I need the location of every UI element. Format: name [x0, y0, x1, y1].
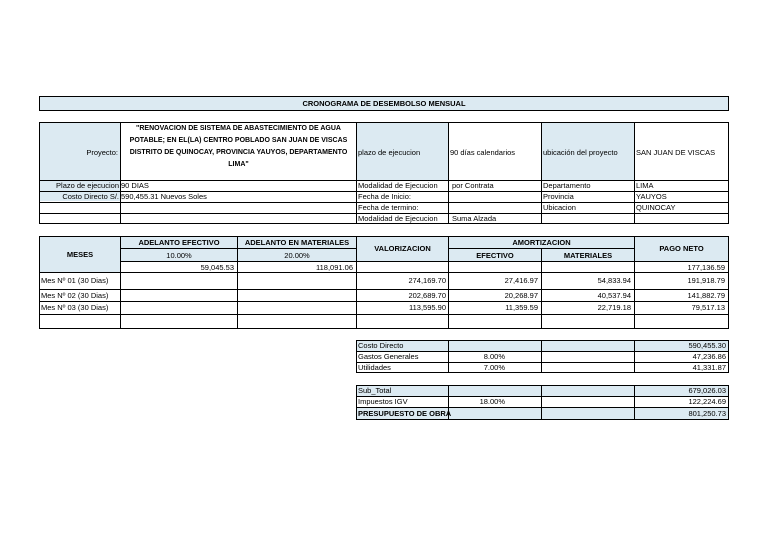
row-2-pago-neto: 141,882.79	[687, 291, 725, 300]
summary-gastos-value: 47,236.86	[692, 352, 726, 361]
summary-utilidades-pct: 7.00%	[483, 363, 505, 372]
fecha-termino-label: Fecha de termino:	[358, 203, 419, 212]
plazo-ejecucion-label: Plazo de ejecucion	[56, 181, 119, 190]
summary-utilidades-label: Utilidades	[358, 363, 391, 372]
summary-igv-pct: 18.00%	[479, 397, 505, 406]
adelanto-materiales-amount: 118,091.06	[316, 263, 353, 272]
project-name-line-4: LIMA"	[228, 161, 249, 168]
project-name-line-3: DISTRITO DE QUINOCAY, PROVINCIA YAUYOS, DEPARTAMENTO	[129, 149, 348, 156]
departamento-value: LIMA	[636, 181, 654, 190]
ubicacion2-label: Ubicacion	[543, 203, 576, 212]
project-name	[121, 123, 356, 171]
summary-subtotal-label: Sub_Total	[358, 386, 392, 395]
fecha-inicio-label: Fecha de Inicio:	[358, 192, 411, 201]
efectivo-header: EFECTIVO	[476, 251, 514, 260]
row-1-efectivo: 27,416.97	[504, 276, 538, 285]
project-name-line-2: POTABLE; EN EL(LA) CENTRO POBLADO SAN JUAN DE VISCAS	[129, 137, 348, 144]
provincia-value: YAUYOS	[636, 192, 667, 201]
summary-costo-directo-value: 590,455.30	[688, 341, 726, 350]
row-2-valorizacion: 202,689.70	[408, 291, 446, 300]
title-bar	[39, 96, 729, 111]
plazo-value: 90 días calendarios	[450, 148, 516, 157]
costo-directo-label: Costo Directo S/.	[62, 192, 119, 201]
modalidad2-value: Suma Alzada	[452, 214, 497, 223]
amortizacion-header: AMORTIZACION	[512, 238, 571, 247]
summary-subtotal-value: 679,026.03	[688, 386, 726, 395]
summary-presupuesto-label: PRESUPUESTO DE OBRA	[358, 409, 452, 418]
meses-header: MESES	[66, 250, 94, 259]
summary-igv-value: 122,224.69	[688, 397, 726, 406]
summary-costo-directo-label: Costo Directo	[358, 341, 404, 350]
summary-presupuesto-value: 801,250.73	[688, 409, 726, 418]
valorizacion-header: VALORIZACION	[374, 244, 431, 253]
adelanto-materiales-header: ADELANTO EN MATERIALES	[244, 238, 350, 247]
row-3-efectivo: 11,359.59	[505, 303, 538, 312]
pago-neto-header: PAGO NETO	[659, 244, 704, 253]
provincia-label: Provincia	[543, 192, 574, 201]
row-2-mes: Mes Nº 02 (30 Dias)	[41, 291, 109, 300]
modalidad-value: por Contrata	[452, 181, 494, 190]
row-1-mes: Mes Nº 01 (30 Dias)	[41, 276, 109, 285]
pago-neto-advance: 177,136.59	[687, 263, 725, 272]
modalidad2-label: Modalidad de Ejecucion	[358, 214, 438, 223]
row-1-materiales: 54,833.94	[597, 276, 631, 285]
row-2-materiales: 40,537.94	[597, 291, 631, 300]
row-3-pago-neto: 79,517.13	[691, 303, 725, 312]
plazo-label: plazo de ejecucion	[358, 148, 421, 157]
summary-gastos-label: Gastos Generales	[358, 352, 419, 361]
departamento-label: Departamento	[543, 181, 591, 190]
adelanto-efectivo-header: ADELANTO EFECTIVO	[138, 238, 220, 247]
adelanto-efectivo-pct: 10.00%	[166, 251, 192, 260]
page-title: CRONOGRAMA DE DESEMBOLSO MENSUAL	[302, 99, 466, 108]
project-label: Proyecto:	[86, 148, 118, 157]
costo-directo-value: 590,455.31 Nuevos Soles	[121, 192, 207, 201]
row-3-mes: Mes Nº 03 (30 Dias)	[41, 303, 109, 312]
materiales-header: MATERIALES	[563, 251, 613, 260]
project-name-line-1: "RENOVACION DE SISTEMA DE ABASTECIMIENTO DE AGUA	[136, 125, 341, 132]
row-1-valorizacion: 274,169.70	[408, 276, 446, 285]
adelanto-materiales-pct: 20.00%	[284, 251, 310, 260]
summary-igv-label: Impuestos IGV	[358, 397, 408, 406]
row-1-pago-neto: 191,918.79	[687, 276, 725, 285]
ubicacion-label: ubicación del proyecto	[543, 148, 618, 157]
row-2-efectivo: 20,268.97	[504, 291, 538, 300]
summary-gastos-pct: 8.00%	[483, 352, 505, 361]
ubicacion2-value: QUINOCAY	[636, 203, 676, 212]
plazo-ejecucion-value: 90 DIAS	[121, 181, 149, 190]
summary-utilidades-value: 41,331.87	[692, 363, 726, 372]
row-3-valorizacion: 113,595.90	[409, 303, 446, 312]
ubicacion-value: SAN JUAN DE VISCAS	[636, 148, 716, 157]
row-3-materiales: 22,719.18	[597, 303, 631, 312]
adelanto-efectivo-amount: 59,045.53	[200, 263, 234, 272]
modalidad-label: Modalidad de Ejecucion	[358, 181, 438, 190]
